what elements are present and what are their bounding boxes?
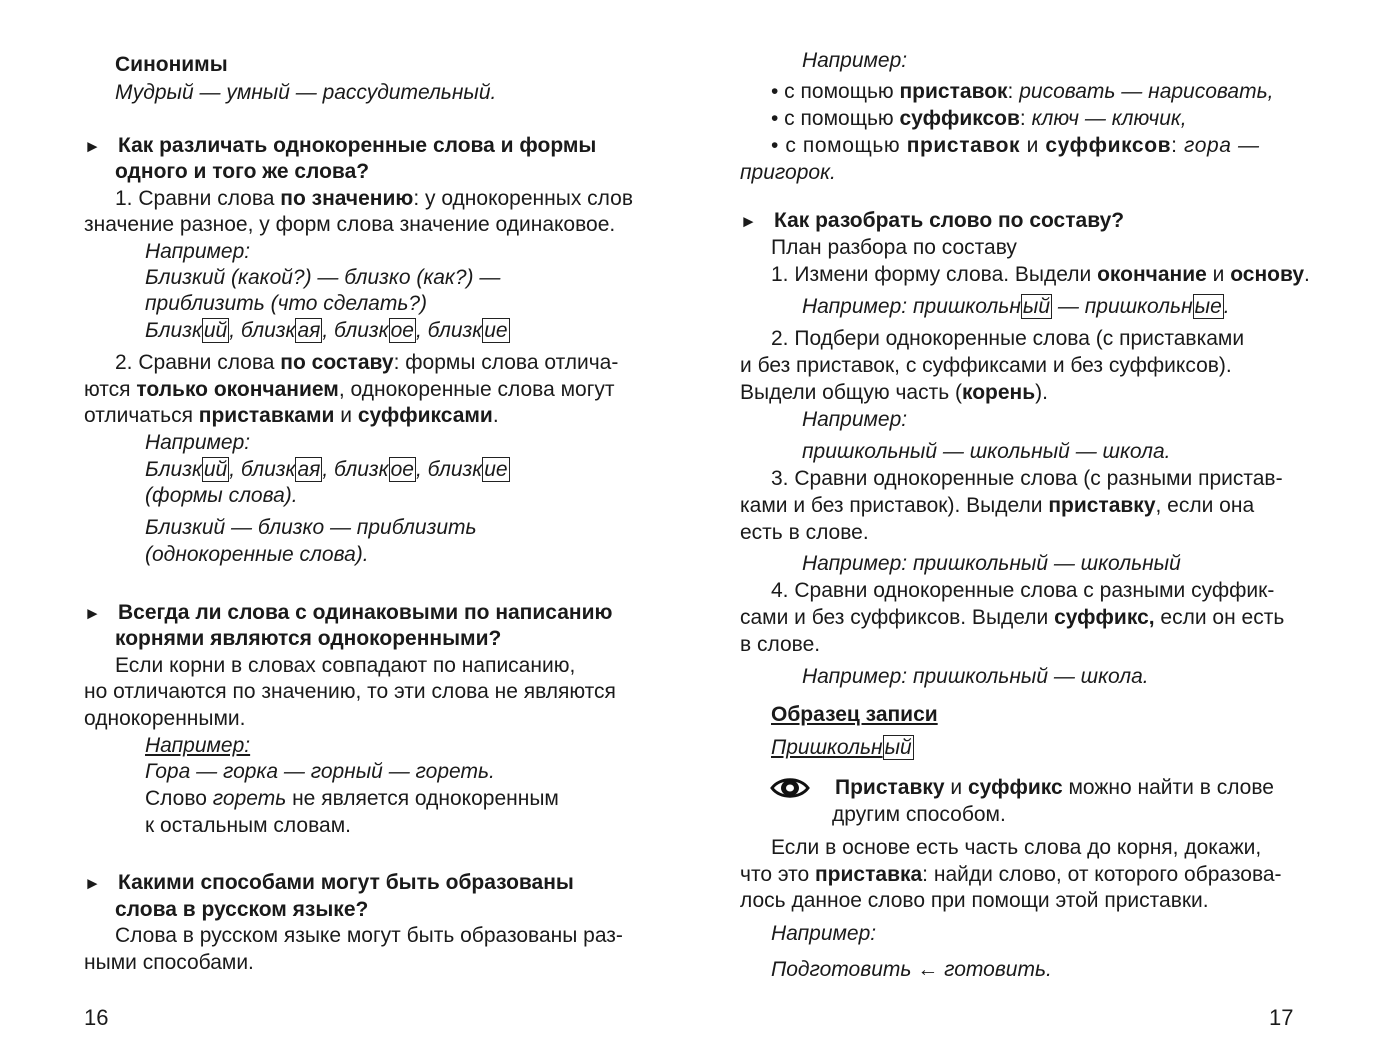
- tip-line2: другим способом.: [832, 803, 1006, 826]
- step4-line1: 4. Сравни однокоренные слова с разными суффик-: [771, 579, 1275, 602]
- step3-line3: есть в слове.: [740, 521, 869, 544]
- ending-box: ый: [1022, 295, 1051, 318]
- bullet-prefix-suffix: • с помощью приставок и суффиксов: гора —: [771, 134, 1260, 157]
- q1-example-line2: приблизить (что сделать?): [145, 292, 428, 315]
- q1-example2-label: Например:: [145, 431, 251, 454]
- q2-example: Гора — горка — горный — гореть.: [145, 760, 495, 783]
- q1-title-line2: одного и того же слова?: [115, 160, 370, 183]
- q2-title-line1: ► Всегда ли слова с одинаковыми по написанию: [84, 600, 612, 627]
- ending-box: ие: [484, 319, 508, 342]
- q1-example-line1: Близкий (какой?) — близко (как?) —: [145, 266, 501, 289]
- right-page: [687, 0, 1374, 1045]
- step4-example: Например: пришкольный — школа.: [802, 665, 1149, 688]
- step3-line2: ками и без приставок). Выдели приставку, если она: [740, 494, 1255, 517]
- final-example: Подготовить ← готовить.: [771, 958, 1052, 981]
- ending-box: ая: [297, 458, 321, 481]
- step2-line2: и без приставок, с суффиксами и без суффиксов).: [740, 354, 1232, 377]
- q2-p-line2: но отличаются по значению, то эти слова не являются: [84, 680, 616, 703]
- sample-title: Образец записи: [771, 703, 938, 726]
- synonyms-title: Синонимы: [115, 53, 228, 76]
- step2-example-label: Например:: [802, 408, 908, 431]
- step2-example: пришкольный — школьный — школа.: [802, 440, 1171, 463]
- bullet-triangle-icon: ►: [84, 604, 101, 623]
- final-p-line1: Если в основе есть часть слова до корня, докажи,: [771, 836, 1262, 859]
- word-formation-example-label: Например:: [802, 49, 908, 72]
- q1-p1-line1: 1. Сравни слова по значению: у однокоренных слов: [115, 187, 633, 210]
- q1-p2-line1: 2. Сравни слова по составу: формы слова отлича-: [115, 351, 619, 374]
- tip-line1: Приставку и суффикс можно найти в слове: [835, 776, 1274, 799]
- step4-line2: сами и без суффиксов. Выдели суффикс, если он есть: [740, 606, 1285, 629]
- q1-forms-note: (формы слова).: [145, 484, 298, 507]
- final-p-line2: что это приставка: найди слово, от которого образова-: [740, 863, 1282, 886]
- step1-text: 1. Измени форму слова. Выдели окончание и основу.: [771, 263, 1310, 286]
- q1-cognates: Близкий — близко — приблизить: [145, 516, 477, 539]
- q2-note-line2: к остальным словам.: [145, 814, 351, 837]
- eye-icon: [770, 776, 810, 800]
- final-p-line3: лось данное слово при помощи этой приставки.: [740, 889, 1209, 912]
- q1-p2-line2: ются только окончанием, однокоренные слова могут: [84, 378, 615, 401]
- q1-forms-line2: Близкий, близкая, близкое, близкие: [145, 458, 508, 481]
- step3-line1: 3. Сравни однокоренные слова (с разными пристав-: [771, 467, 1283, 490]
- step3-example: Например: пришкольный — школьный: [802, 552, 1181, 575]
- q1-example-label: Например:: [145, 240, 251, 263]
- q2-note-line1: Слово гореть не является однокоренным: [145, 787, 559, 810]
- synonyms-example: Мудрый — умный — рассудительный.: [115, 81, 497, 104]
- step4-line3: в слове.: [740, 633, 821, 656]
- ending-box: ое: [390, 458, 414, 481]
- sample-word: Пришкольный: [771, 736, 912, 759]
- ending-box: ый: [884, 736, 912, 759]
- page-number-right: 17: [1269, 1005, 1294, 1030]
- ending-box: ая: [297, 319, 321, 342]
- step2-line1: 2. Подбери однокоренные слова (с приставками: [771, 327, 1245, 350]
- ending-box: ые: [1194, 295, 1222, 318]
- step2-line3: Выдели общую часть (корень).: [740, 381, 1048, 404]
- q2-p-line3: однокоренными.: [84, 707, 246, 730]
- bullet-prefix-suffix-cont: пригорок.: [740, 161, 836, 184]
- q2-example-label: Например:: [145, 734, 251, 757]
- ending-box: ий: [203, 458, 228, 481]
- q3-p-line1: Слова в русском языке могут быть образованы раз-: [115, 924, 623, 947]
- plan-title: План разбора по составу: [771, 236, 1017, 259]
- q3-p-line2: ными способами.: [84, 951, 254, 974]
- ending-box: ое: [390, 319, 414, 342]
- q1-cognates-note: (однокоренные слова).: [145, 543, 369, 566]
- bullet-triangle-icon: ►: [84, 137, 101, 156]
- q1-title-line1: ► Как различать однокоренные слова и формы: [84, 133, 596, 160]
- bullet-suffixes: • с помощью суффиксов: ключ — ключик,: [771, 107, 1187, 130]
- q2-title-line2: корнями являются однокоренными?: [115, 627, 502, 650]
- q1-forms-line: Близкий, близкая, близкое, близкие: [145, 319, 508, 342]
- bullet-triangle-icon: ►: [740, 212, 757, 231]
- bullet-prefixes: • с помощью приставок: рисовать — нарисовать,: [771, 80, 1274, 103]
- q3-title-line1: ► Какими способами могут быть образованы: [84, 870, 574, 897]
- q2-p-line1: Если корни в словах совпадают по написанию,: [115, 654, 576, 677]
- q1-p2-line3: отличаться приставками и суффиксами.: [84, 404, 499, 427]
- bullet-triangle-icon: ►: [84, 874, 101, 893]
- ending-box: ие: [484, 458, 508, 481]
- step1-example: Например: пришкольный — пришкольные.: [802, 295, 1230, 318]
- q1-p1-line2: значение разное, у форм слова значение одинаковое.: [84, 213, 616, 236]
- q3-title-line2: слова в русском языке?: [115, 898, 369, 921]
- ending-box: ий: [203, 319, 228, 342]
- q4-title: ► Как разобрать слово по составу?: [740, 208, 1124, 235]
- final-example-label: Например:: [771, 922, 877, 945]
- page-number-left: 16: [84, 1005, 109, 1030]
